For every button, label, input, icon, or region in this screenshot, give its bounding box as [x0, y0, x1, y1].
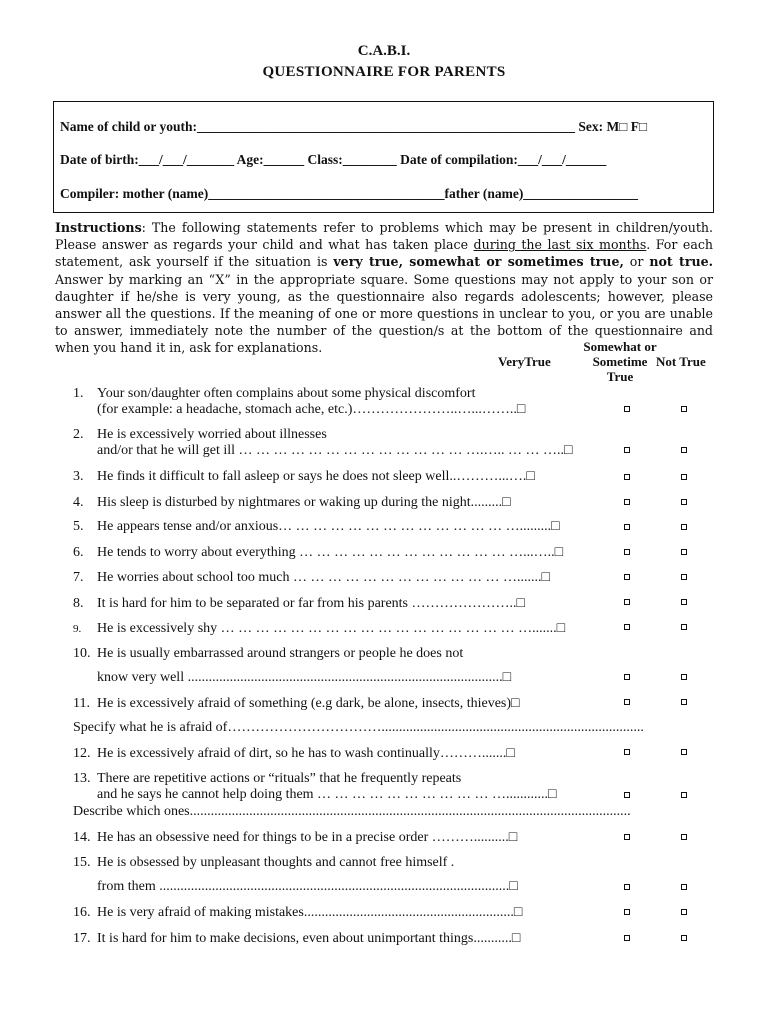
checkbox-not-true[interactable] [681, 674, 687, 680]
checkbox-somewhat-true[interactable] [624, 447, 630, 453]
column-very-true: VeryTrue [498, 354, 551, 369]
column-not-true: Not True [656, 354, 706, 369]
question-item: 5. He appears tense and/or anxious… … … … … … … … … … … … … ….........□ [73, 519, 560, 534]
question-item: 15. He is obsessed by unpleasant thoughts and cannot free himself . [73, 855, 455, 870]
checkbox-not-true[interactable] [681, 499, 687, 505]
checkbox-somewhat-true[interactable] [624, 699, 630, 705]
question-item: 6. He tends to worry about everything … … … … … … … … … … … … …...…..□ [73, 545, 564, 560]
child-info-box [53, 101, 714, 213]
checkbox-somewhat-true[interactable] [624, 884, 630, 890]
checkbox-somewhat-true[interactable] [624, 574, 630, 580]
question-item-cont: and he says he cannot help doing them … … … … … … … … … … …............□ [97, 787, 557, 802]
checkbox-somewhat-true[interactable] [624, 909, 630, 915]
question-item-cont: (for example: a headache, stomach ache, etc.)…………………..…...……..□ [97, 402, 526, 417]
checkbox-somewhat-true[interactable] [624, 406, 630, 412]
checkbox-not-true[interactable] [681, 574, 687, 580]
question-item: 12. He is excessively afraid of dirt, so he has to wash continually……….......□ [73, 746, 515, 761]
column-somewhat-true: Somewhat or Sometime True [583, 339, 657, 384]
form-title: QUESTIONNAIRE FOR PARENTS [262, 64, 506, 80]
question-item: 9. He is excessively shy … … … … … … … … … … … … … … … … … ….......□ [73, 621, 566, 636]
instructions: Instructions: The following statements refer to problems which may be present in children/youth. Please answer as regards your child and what has taken place during the last six months. For each statement, ask yourself if the situation is very true, somewhat or sometimes true, or not true. Answer by marking an “X” in the appropriate square. Some questions may not apply to your son or daughter if he/she is very young, as the questionnaire also regards adolescents; however, please answer all the questions. If the meaning of one or more questions in unclear to you, or you are unable to answer, immediately note the number of the question/s at the bottom of the questionnaire and when you hand it in, ask for explanations. [55, 220, 714, 356]
question-item-cont: and/or that he will get ill … … … … … … … … … … … … … ….….. … … …..□ [97, 443, 573, 458]
question-item: 1. Your son/daughter often complains about some physical discomfort [73, 386, 476, 401]
question-item: 11. He is excessively afraid of something (e.g dark, be alone, insects, thieves)□ [73, 696, 520, 711]
question-item: 10. He is usually embarrassed around strangers or people he does not [73, 646, 464, 661]
form-code: C.A.B.I. [357, 43, 411, 59]
question-item: 2. He is excessively worried about illnesses [73, 427, 327, 442]
checkbox-not-true[interactable] [681, 834, 687, 840]
question-item: 14. He has an obsessive need for things to be in a precise order ………..........□ [73, 830, 518, 845]
checkbox-not-true[interactable] [681, 549, 687, 555]
checkbox-somewhat-true[interactable] [624, 935, 630, 941]
question-item: 17. It is hard for him to make decisions, even about unimportant things...........□ [73, 931, 521, 946]
checkbox-not-true[interactable] [681, 599, 687, 605]
question-item-cont: know very well ..........................................................................................□ [97, 670, 512, 685]
specify-fear-field[interactable]: Specify what he is afraid of……………………………........................................................................... [73, 720, 644, 735]
checkbox-not-true[interactable] [681, 935, 687, 941]
checkbox-not-true[interactable] [681, 624, 687, 630]
checkbox-somewhat-true[interactable] [624, 749, 630, 755]
checkbox-not-true[interactable] [681, 749, 687, 755]
describe-rituals-field[interactable]: Describe which ones.............................................................................................................................. [73, 804, 631, 819]
checkbox-somewhat-true[interactable] [624, 624, 630, 630]
checkbox-not-true[interactable] [681, 447, 687, 453]
checkbox-not-true[interactable] [681, 406, 687, 412]
checkbox-somewhat-true[interactable] [624, 474, 630, 480]
dates-age-class-field[interactable]: Date of birth:___/___/_______ Age:______ Class:________ Date of compilation:___/___/______ [60, 152, 607, 167]
checkbox-not-true[interactable] [681, 474, 687, 480]
question-item: 3. He finds it difficult to fall asleep or says he does not sleep well..………...….□ [73, 469, 535, 484]
checkbox-somewhat-true[interactable] [624, 524, 630, 530]
name-sex-field[interactable]: Name of child or youth:________________________________________________________ Sex: M□ F□ [60, 119, 648, 134]
checkbox-not-true[interactable] [681, 792, 687, 798]
checkbox-not-true[interactable] [681, 699, 687, 705]
question-item: 7. He worries about school too much … … … … … … … … … … … … ….......□ [73, 570, 550, 585]
question-item: 13. There are repetitive actions or “rituals” that he frequently repeats [73, 771, 462, 786]
checkbox-somewhat-true[interactable] [624, 834, 630, 840]
question-item: 16. He is very afraid of making mistakes............................................................□ [73, 905, 523, 920]
checkbox-somewhat-true[interactable] [624, 499, 630, 505]
compiler-field[interactable]: Compiler: mother (name)___________________________________father (name)_________________ [60, 186, 639, 201]
checkbox-somewhat-true[interactable] [624, 674, 630, 680]
checkbox-not-true[interactable] [681, 524, 687, 530]
checkbox-somewhat-true[interactable] [624, 599, 630, 605]
question-item: 4. His sleep is disturbed by nightmares or waking up during the night.........□ [73, 495, 511, 510]
instructions-label: Instructions [55, 220, 142, 235]
question-item-cont: from them ....................................................................................................□ [97, 879, 518, 894]
question-item: 8. It is hard for him to be separated or far from his parents …………………..□ [73, 596, 525, 611]
checkbox-somewhat-true[interactable] [624, 549, 630, 555]
checkbox-not-true[interactable] [681, 884, 687, 890]
checkbox-somewhat-true[interactable] [624, 792, 630, 798]
checkbox-not-true[interactable] [681, 909, 687, 915]
